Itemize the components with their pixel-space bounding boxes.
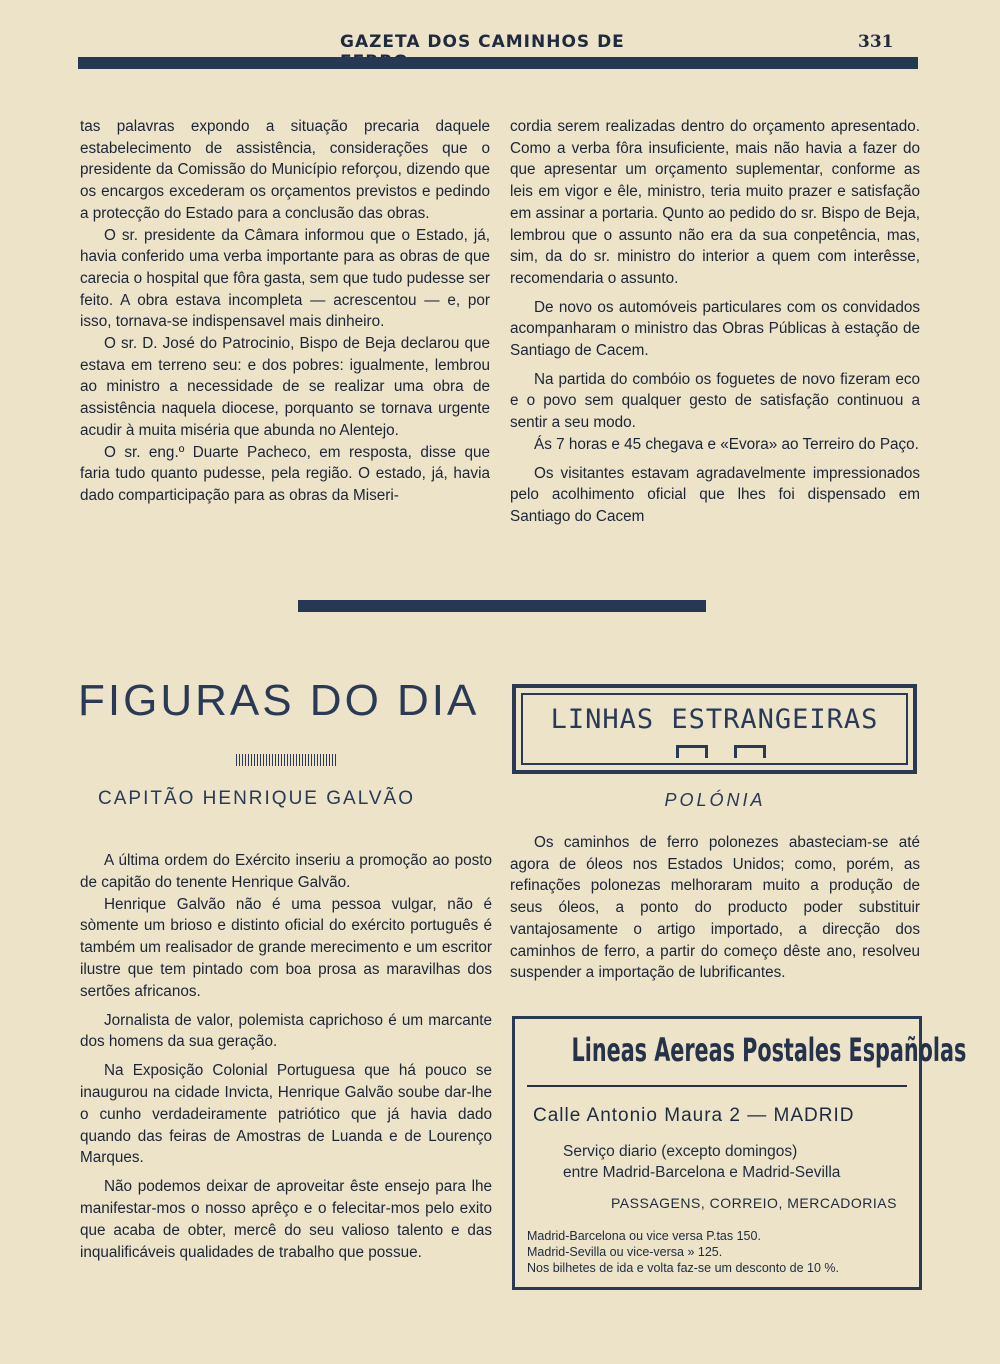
frame-ornament	[734, 745, 766, 758]
paragraph: Os visitantes estavam agradavelmente impressionados pelo acolhimento oficial que lhes foi dispensado em Santiago do Cacem	[510, 464, 920, 525]
section-divider	[298, 600, 706, 612]
paragraph: cordia serem realizadas dentro do orçamento apresentado. Como a verba fôra insuficiente, mais não havia a fazer do que apresentar um orçamento suplementar, conforme as leis em vigor e êle, ministro, teria muito prazer e satisfação em assinar a portaria. Qunto ao pedido do sr. Bispo de Beja, lembrou que o assunto não era da sua conpetência, mas, sim, da do sr. ministro do interior a quem com interêsse, recomendaria o assunto.	[510, 118, 920, 287]
figuras-article	[80, 850, 492, 1263]
article-left-column	[80, 116, 490, 507]
paragraph: tas palavras expondo a situação precaria daquele estabelecimento de assistência, considerações que o presidente da Comissão do Município reforçou, dizendo que os encargos excederam os orçamentos previstos e pedindo a protecção do Estado para a conclusão das obras.	[80, 118, 490, 222]
figuras-subheading: CAPITÃO HENRIQUE GALVÃO	[98, 788, 415, 809]
linhas-estrangeiras-frame	[512, 684, 917, 774]
paragraph: Na partida do combóio os foguetes de novo fizeram eco e o povo sem qualquer gesto de satisfação continuou a sentir a seu modo.	[510, 370, 920, 432]
paragraph: Não podemos deixar de aproveitar êste ensejo para lhe manifestar-mos o nosso aprêço e o felecitar-mos pelo exito que acaba de obter, mercê do seu valioso talento e das inqualificáveis qualidades de trabalho que possue.	[80, 1178, 492, 1261]
paragraph: A última ordem do Exército inseriu a promoção ao posto de capitão do tenente Henrique Galvão.	[80, 852, 492, 891]
ornament-divider	[236, 754, 336, 766]
linhas-subheading: POLÓNIA	[664, 790, 766, 810]
article-right-column	[510, 116, 920, 528]
ad-service-line: entre Madrid-Barcelona e Madrid-Sevilla	[563, 1164, 841, 1181]
paragraph: Henrique Galvão não é uma pessoa vulgar, não é sòmente um brioso e distinto oficial do exército português é também um realisador de grande merecimento e um escritor ilustre que tem pintado com boa prosa as maravilhas dos sertões africanos.	[80, 895, 492, 1000]
linhas-heading: LINHAS ESTRANGEIRAS	[550, 704, 879, 735]
journal-title: GAZETA DOS CAMINHOS DE	[340, 32, 625, 52]
ad-discount: Nos bilhetes de ida e volta faz-se um desconto de 10 %.	[527, 1261, 839, 1275]
paragraph: O sr. D. José do Patrocinio, Bispo de Beja declarou que estava em terreno seu: e dos pobres: igualmente, lembrou ao ministro a necessidade de se realizar uma obra de assistência naquela diocese, porquanto se tornava urgente acudir à muita miséria que abunda no Alentejo.	[80, 335, 490, 439]
paragraph: Na Exposição Colonial Portuguesa que há pouco se inaugurou na cidade Invicta, Henrique Galvão soube dar-lhe o cunho verdadeiramente patriótico que já havia dado quando das feiras de Amostras de Luanda e de Lourenço Marques.	[80, 1062, 492, 1167]
ad-title-underline	[527, 1085, 907, 1087]
ad-title: Lineas Aereas Postales Españolas	[571, 1031, 967, 1069]
ad-price: Madrid-Barcelona ou vice versa P.tas 150.	[527, 1229, 761, 1243]
header-rule	[78, 57, 918, 69]
linhas-article	[510, 832, 920, 984]
paragraph: O sr. presidente da Câmara informou que o Estado, já, havia conferido uma verba importante para as obras de que carecia o hospital que fôra gasta, sem que tudo pudesse ser feito. A obra estava incompleta — acrescentou — e, por isso, tornava-se indispensavel mais dinheiro.	[80, 226, 490, 331]
ad-address: Calle Antonio Maura 2 — MADRID	[533, 1105, 855, 1126]
ad-services: PASSAGENS, CORREIO, MERCADORIAS	[611, 1195, 897, 1211]
figuras-heading: FIGURAS DO DIA	[78, 676, 480, 725]
paragraph: De novo os automóveis particulares com os convidados acompanharam o ministro das Obras Públicas à estação de Santiago de Cacem.	[510, 298, 920, 360]
paragraph: Jornalista de valor, polemista caprichoso é um marcante dos homens da sua geração.	[80, 1011, 492, 1051]
frame-ornament	[676, 745, 708, 758]
paragraph: Os caminhos de ferro polonezes abasteciam-se até agora de óleos nos Estados Unidos; como, porém, as refinações polonezas melhoraram muito a produção de seus óleos, a ponto do producto poder substituir vantajosamente o artigo importado, a direcção dos caminhos de ferro, a partir do começo dêste ano, resolveu suspender a importação de lubrificantes.	[510, 834, 920, 982]
advertisement-box	[512, 1016, 967, 1290]
paragraph: O sr. eng.º Duarte Pacheco, em resposta, disse que faria tudo quanto pudesse, pela região. O estado, já, havia dado comparticipação para as obras da Miseri-	[80, 443, 490, 504]
ad-price: Madrid-Sevilla ou vice-versa » 125.	[527, 1245, 723, 1259]
ad-service-line: Serviço diario (excepto domingos)	[563, 1143, 798, 1160]
page-number: 331	[858, 32, 894, 52]
paragraph: Ás 7 horas e 45 chegava e «Evora» ao Terreiro do Paço.	[534, 435, 919, 453]
